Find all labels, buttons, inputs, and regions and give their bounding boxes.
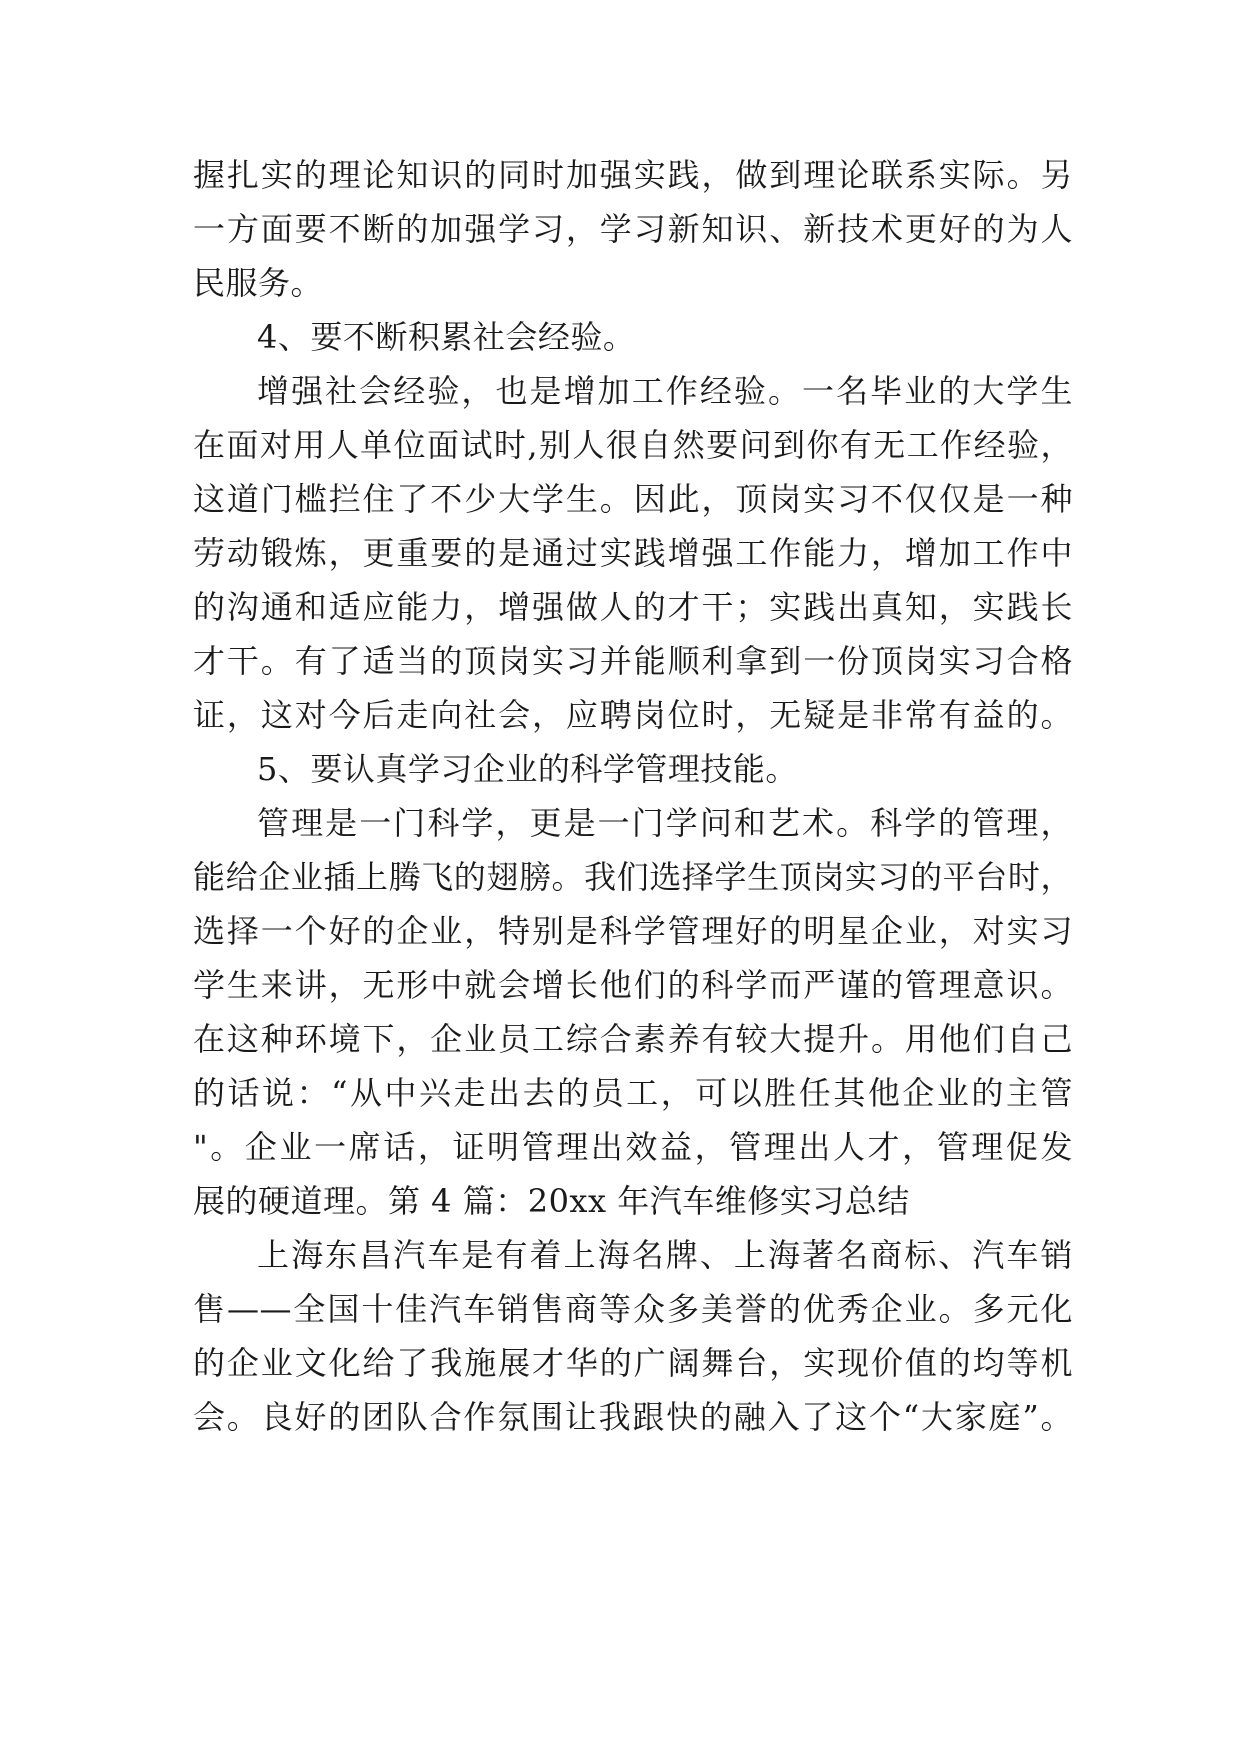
text-line: 上海东昌汽车是有着上海名牌、上海著名商标、汽车销 xyxy=(257,1236,1073,1274)
text-line: 展的硬道理。第 4 篇：20xx 年汽车维修实习总结 xyxy=(193,1182,910,1220)
text-line: 会。良好的团队合作氛围让我跟快的融入了这个“大家庭”。 xyxy=(193,1398,1073,1436)
text-line: 才干。有了适当的顶岗实习并能顺利拿到一份顶岗实习合格 xyxy=(193,642,1073,680)
text-line: "。企业一席话，证明管理出效益，管理出人才，管理促发 xyxy=(193,1128,1073,1166)
text-line: 4、要不断积累社会经验。 xyxy=(257,318,636,356)
text-line: 在面对用人单位面试时,别人很自然要问到你有无工作经验， xyxy=(193,426,1073,464)
text-line: 民服务。 xyxy=(193,264,324,302)
text-line: 选择一个好的企业，特别是科学管理好的明星企业，对实习 xyxy=(193,912,1073,950)
text-line: 在这种环境下，企业员工综合素养有较大提升。用他们自己 xyxy=(193,1020,1073,1058)
text-line: 的话说：“从中兴走出去的员工，可以胜任其他企业的主管 xyxy=(193,1074,1073,1112)
text-line: 劳动锻炼，更重要的是通过实践增强工作能力，增加工作中 xyxy=(193,534,1073,572)
text-line: 这道门槛拦住了不少大学生。因此，顶岗实习不仅仅是一种 xyxy=(193,480,1073,518)
body-text xyxy=(193,148,1073,1444)
text-line: 证，这对今后走向社会，应聘岗位时，无疑是非常有益的。 xyxy=(193,696,1073,734)
text-line: 增强社会经验，也是增加工作经验。一名毕业的大学生 xyxy=(257,372,1073,410)
text-line: 5、要认真学习企业的科学管理技能。 xyxy=(257,750,798,788)
text-line: 学生来讲，无形中就会增长他们的科学而严谨的管理意识。 xyxy=(193,966,1073,1004)
text-line: 一方面要不断的加强学习，学习新知识、新技术更好的为人 xyxy=(193,210,1073,248)
text-line: 的企业文化给了我施展才华的广阔舞台，实现价值的均等机 xyxy=(193,1344,1073,1382)
text-line: 售——全国十佳汽车销售商等众多美誉的优秀企业。多元化 xyxy=(193,1290,1073,1328)
text-line: 握扎实的理论知识的同时加强实践，做到理论联系实际。另 xyxy=(193,156,1073,194)
text-line: 管理是一门科学，更是一门学问和艺术。科学的管理， xyxy=(257,804,1073,842)
text-line: 的沟通和适应能力，增强做人的才干；实践出真知，实践长 xyxy=(193,588,1073,626)
text-line: 能给企业插上腾飞的翅膀。我们选择学生顶岗实习的平台时， xyxy=(193,858,1073,896)
